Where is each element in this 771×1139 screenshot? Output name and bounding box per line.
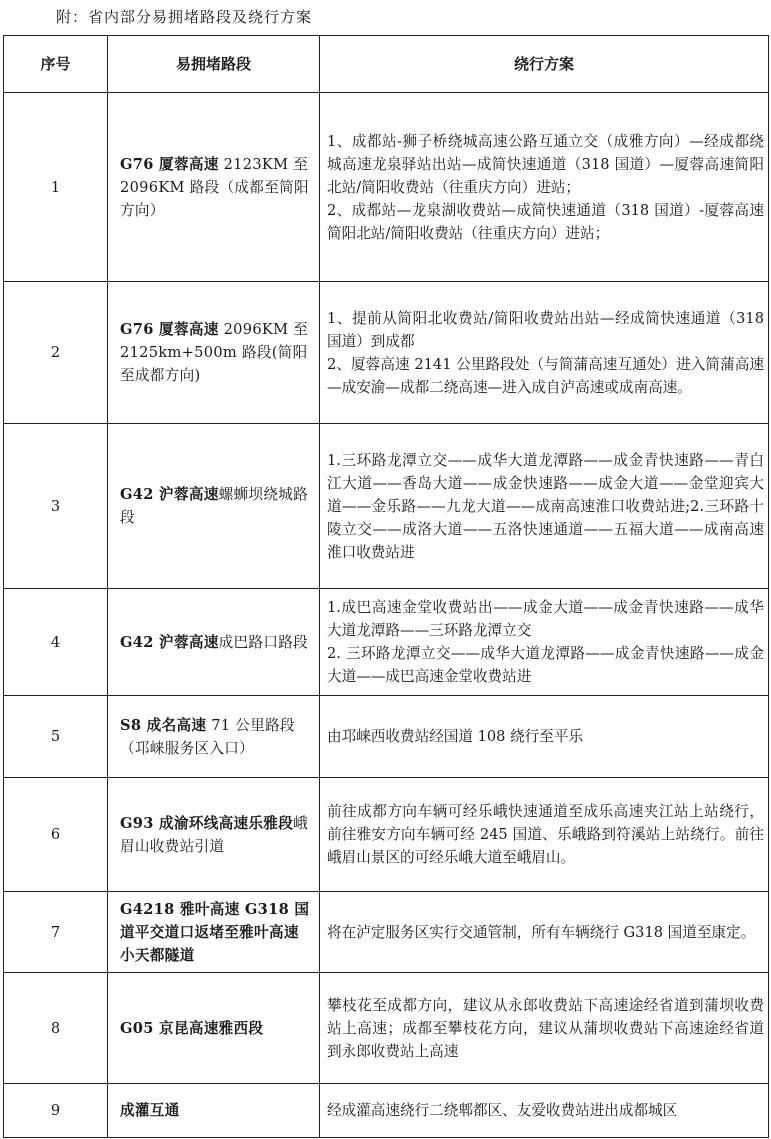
plan-line: 1.成巴高速金堂收费站出——成金大道——成金青快速路——成华大道龙潭路——三环路龙潭立交 — [327, 599, 764, 639]
row-plan — [320, 1084, 769, 1138]
row-road — [108, 589, 320, 696]
table-row — [4, 973, 769, 1084]
road-name: G93 成渝环线高速乐雅段 — [120, 814, 294, 832]
table-row — [4, 892, 769, 973]
plan-line: 攀枝花至成都方向，建议从永郎收费站下高速途经省道到蒲坝收费站上高速；成都至攀枝花方向，建议从蒲坝收费站下高速途经省道到永郎收费站上高速 — [327, 996, 764, 1060]
table-header-row — [4, 36, 769, 93]
road-name: G4218 雅叶高速 G318 国道平交道口返堵至雅叶高速小天都隧道 — [120, 900, 310, 964]
row-road — [108, 696, 320, 778]
row-index: 5 — [4, 696, 108, 778]
plan-line: 1、提前从简阳北收费站/简阳收费站出站—经成简快速通道（318 国道）到成都 — [327, 309, 764, 350]
row-plan — [320, 973, 769, 1084]
row-plan — [320, 778, 769, 892]
row-road — [108, 1084, 320, 1138]
row-road — [108, 778, 320, 892]
plan-line: 1、成都站-狮子桥绕城高速公路互通立交（成雅方向）—经成都绕城高速龙泉驿站出站—成简快速通道（318 国道）—厦蓉高速简阳北站/简阳收费站（往重庆方向）进站； — [327, 132, 764, 196]
plan-line: 前往成都方向车辆可经乐峨快速通道至成乐高速夹江站上站绕行，前往雅安方向车辆可经 245 国道、乐峨路到符溪站上站绕行。前往峨眉山景区的可经乐峨大道至峨眉山。 — [327, 803, 764, 866]
road-name: G42 沪蓉高速 — [120, 486, 219, 503]
row-road — [108, 973, 320, 1084]
row-road — [108, 424, 320, 589]
row-plan — [320, 696, 769, 778]
road-section: 2096KM 至 2125km+500m 路段(简阳至成都方向) — [120, 321, 309, 384]
plan-line: 1.三环路龙潭立交——成华大道龙潭路——成金青快速路——青白江大道——香岛大道——成金快速路——成金大道——金堂迎宾大道——金乐路——九龙大道——成南高速淮口收费站进;2.三环路十陵立交——成洛大道——五洛快速通道——五福大道——成南高速淮口收费站进 — [327, 451, 764, 561]
road-section: 峨眉山收费站引道 — [120, 814, 309, 855]
table-row — [4, 282, 769, 424]
page-caption: 附：省内部分易拥堵路段及绕行方案 — [56, 8, 313, 26]
road-name: G76 厦蓉高速 — [120, 155, 219, 173]
row-index: 7 — [4, 892, 108, 973]
table-row — [4, 1084, 769, 1138]
table-row — [4, 778, 769, 892]
plan-line: 将在泸定服务区实行交通管制，所有车辆绕行 G318 国道至康定。 — [327, 923, 756, 941]
header-index: 序号 — [4, 36, 108, 93]
row-plan — [320, 424, 769, 589]
table-row — [4, 424, 769, 589]
row-index: 2 — [4, 282, 108, 424]
table-row — [4, 93, 769, 282]
road-name: G42 沪蓉高速 — [120, 633, 219, 651]
road-name: 成灌互通 — [120, 1102, 180, 1119]
row-plan — [320, 282, 769, 424]
plan-line: 由邛崃西收费站经国道 108 绕行至平乐 — [327, 728, 584, 745]
header-plan: 绕行方案 — [320, 36, 769, 93]
table-row — [4, 589, 769, 696]
row-index: 4 — [4, 589, 108, 696]
road-name: G76 厦蓉高速 — [120, 321, 219, 338]
row-road — [108, 93, 320, 282]
road-name: G05 京昆高速雅西段 — [120, 1019, 264, 1037]
plan-line: 2. 三环路龙潭立交——成华大道龙潭路——成金青快速路——成金大道——成巴高速金堂收费站进 — [327, 645, 764, 685]
plan-line: 2、厦蓉高速 2141 公里路段处（与简蒲高速互通处）进入简蒲高速—成安渝—成都二绕高速—进入成自泸高速或成南高速。 — [327, 355, 764, 396]
plan-line: 经成灌高速绕行二绕郫都区、友爱收费站进出成都城区 — [327, 1102, 678, 1119]
row-plan — [320, 589, 769, 696]
row-road — [108, 282, 320, 424]
road-section: 2123KM 至 2096KM 路段（成都至简阳方向） — [120, 155, 309, 219]
table-row — [4, 696, 769, 778]
row-index: 9 — [4, 1084, 108, 1138]
row-index: 1 — [4, 93, 108, 282]
row-plan — [320, 892, 769, 973]
road-section: 螺蛳坝绕城路段 — [120, 486, 309, 526]
row-index: 3 — [4, 424, 108, 589]
row-road — [108, 892, 320, 973]
road-name: S8 成名高速 — [120, 716, 207, 734]
plan-line: 2、成都站—龙泉湖收费站—成简快速通道（318 国道）-厦蓉高速简阳北站/简阳收费站（往重庆方向）进站； — [327, 201, 764, 242]
detour-table — [3, 35, 769, 1138]
road-section: 71 公里路段（邛崃服务区入口） — [120, 716, 295, 757]
row-plan — [320, 93, 769, 282]
row-index: 6 — [4, 778, 108, 892]
header-road: 易拥堵路段 — [108, 36, 320, 93]
row-index: 8 — [4, 973, 108, 1084]
road-section: 成巴路口路段 — [218, 633, 309, 651]
